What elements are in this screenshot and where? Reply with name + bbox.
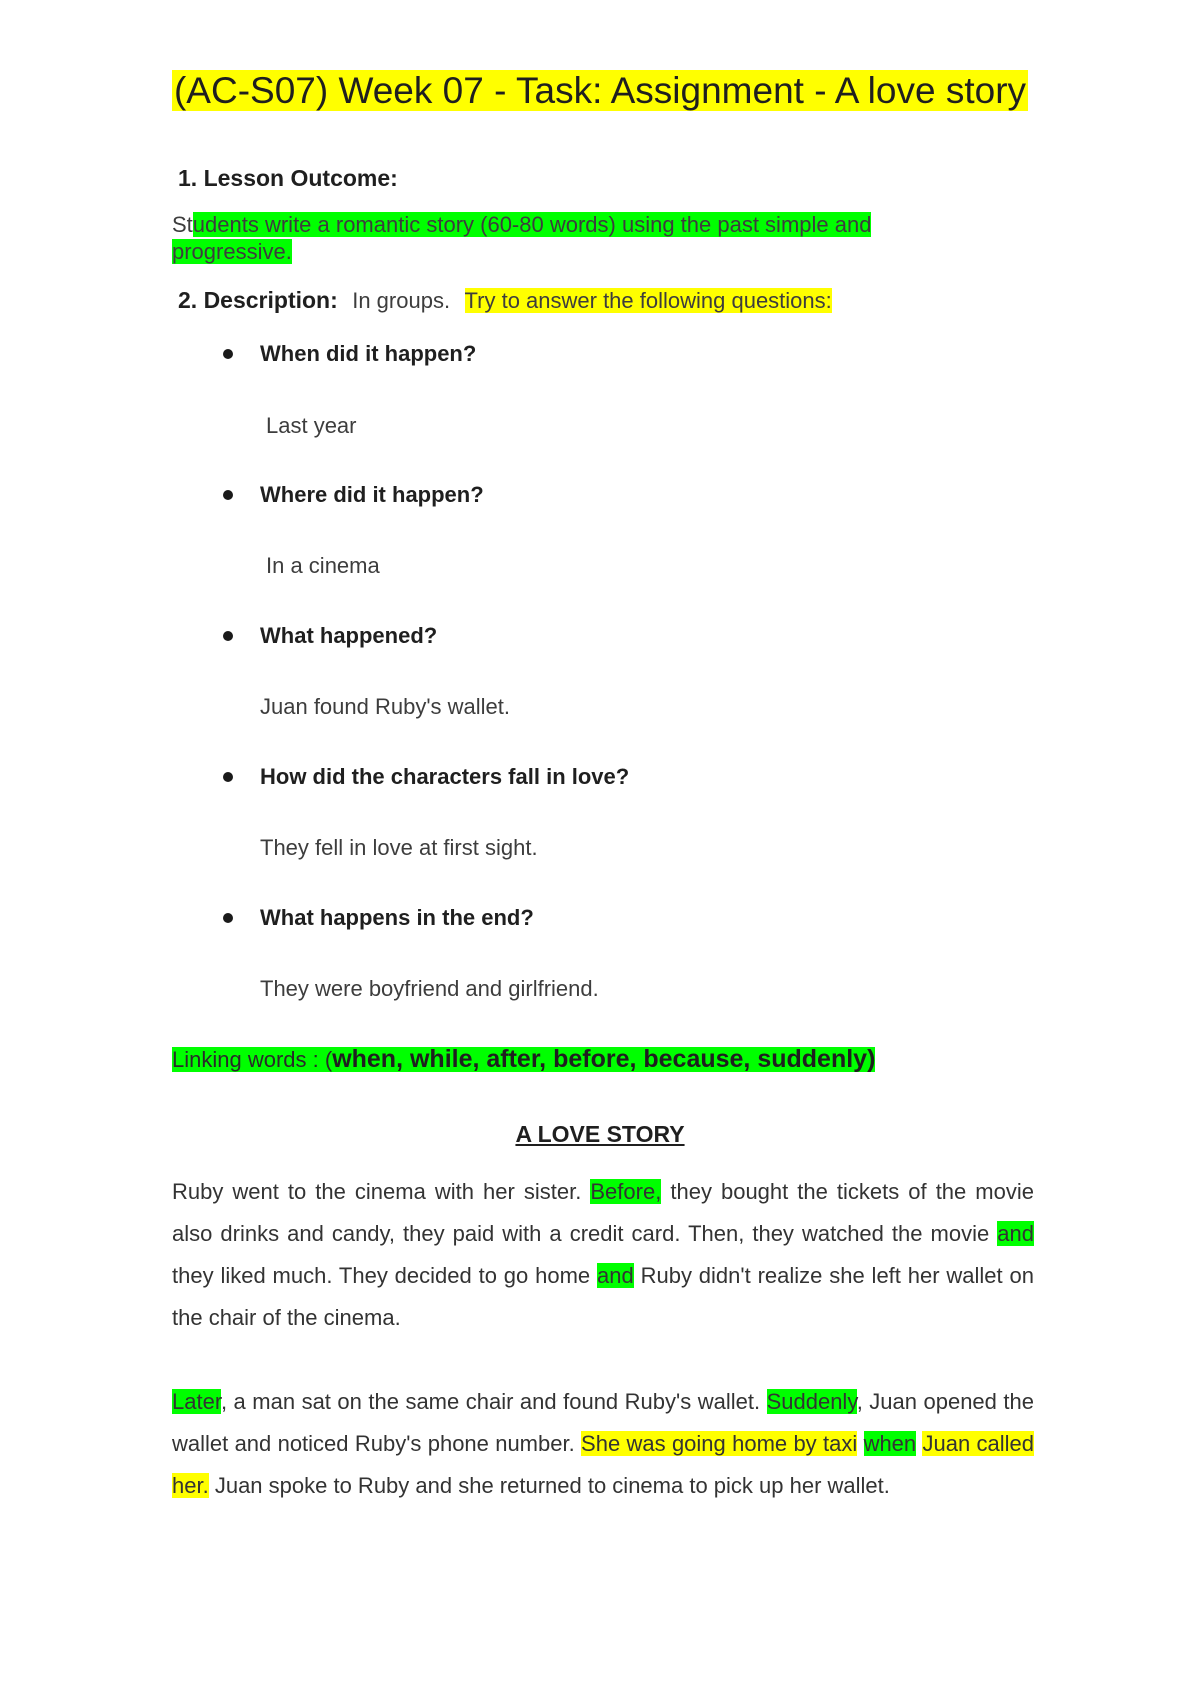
description-plain: In groups. [352, 288, 451, 313]
answer-2: In a cinema [266, 553, 380, 578]
linking-words-list: when, while, after, before, because, suddenly) [332, 1045, 876, 1073]
bullet-4 [223, 772, 233, 782]
bullet-5 [223, 913, 233, 923]
p2-when: when [863, 1431, 917, 1456]
story-paragraph-2 [172, 1381, 1034, 1507]
lesson-outcome-text [172, 211, 962, 265]
lesson-outcome-highlight: udents write a romantic story (60-80 words) using the past simple and progressive. [172, 212, 872, 264]
p2-s2: , Juan opened the wallet and noticed Ruby's phone number. [172, 1389, 1034, 1456]
story-paragraph-1 [172, 1171, 1034, 1339]
lesson-outcome-prefix: St [172, 212, 193, 237]
answer-4: They fell in love at first sight. [260, 835, 538, 860]
p2-s3: Juan spoke to Ruby and she returned to cinema to pick up her wallet. [214, 1473, 890, 1498]
p1-s2: they bought the tickets of the movie also drinks and candy, they paid with a credit card. Then, they watched the movie [172, 1179, 1034, 1246]
p1-s3: they liked much. They decided to go home [172, 1263, 591, 1288]
p2-s1: , a man sat on the same chair and found Ruby's wallet. [220, 1389, 761, 1414]
p2-later: Later [172, 1389, 221, 1414]
answer-5: They were boyfriend and girlfriend. [260, 976, 599, 1001]
linking-words-highlight [172, 1047, 875, 1072]
question-1: When did it happen? [260, 341, 477, 366]
p2-yellow-2: Juan called her. [172, 1431, 1034, 1498]
story-title: A LOVE STORY [515, 1121, 685, 1147]
p1-s1: Ruby went to the cinema with her sister. [172, 1179, 582, 1204]
question-2: Where did it happen? [260, 482, 484, 507]
bullet-1 [223, 349, 233, 359]
lesson-outcome-heading: 1. Lesson Outcome: [178, 165, 398, 191]
linking-words-label: Linking words : ( [172, 1047, 333, 1072]
answer-1: Last year [266, 413, 357, 438]
question-5: What happens in the end? [260, 905, 534, 930]
bullet-2 [223, 490, 233, 500]
question-4: How did the characters fall in love? [260, 764, 630, 789]
page-title-text: (AC-S07) Week 07 - Task: Assignment - A love story [173, 70, 1027, 111]
answer-3: Juan found Ruby's wallet. [260, 694, 511, 719]
question-3: What happened? [260, 623, 438, 648]
linking-words [172, 1045, 875, 1074]
description-highlight: Try to answer the following questions: [464, 288, 832, 313]
bullet-3 [223, 631, 233, 641]
p1-and-1: and [997, 1221, 1034, 1246]
p1-and-2: and [597, 1263, 634, 1288]
page-title [0, 70, 1200, 112]
p2-yellow-1: She was going home by taxi [581, 1431, 858, 1456]
description-line [178, 287, 832, 314]
p1-s4: Ruby didn't realize she left her wallet on the chair of the cinema. [172, 1263, 1034, 1330]
description-heading: 2. Description: [178, 287, 338, 313]
p1-before: Before, [590, 1179, 662, 1204]
p2-suddenly: Suddenly [766, 1389, 857, 1414]
